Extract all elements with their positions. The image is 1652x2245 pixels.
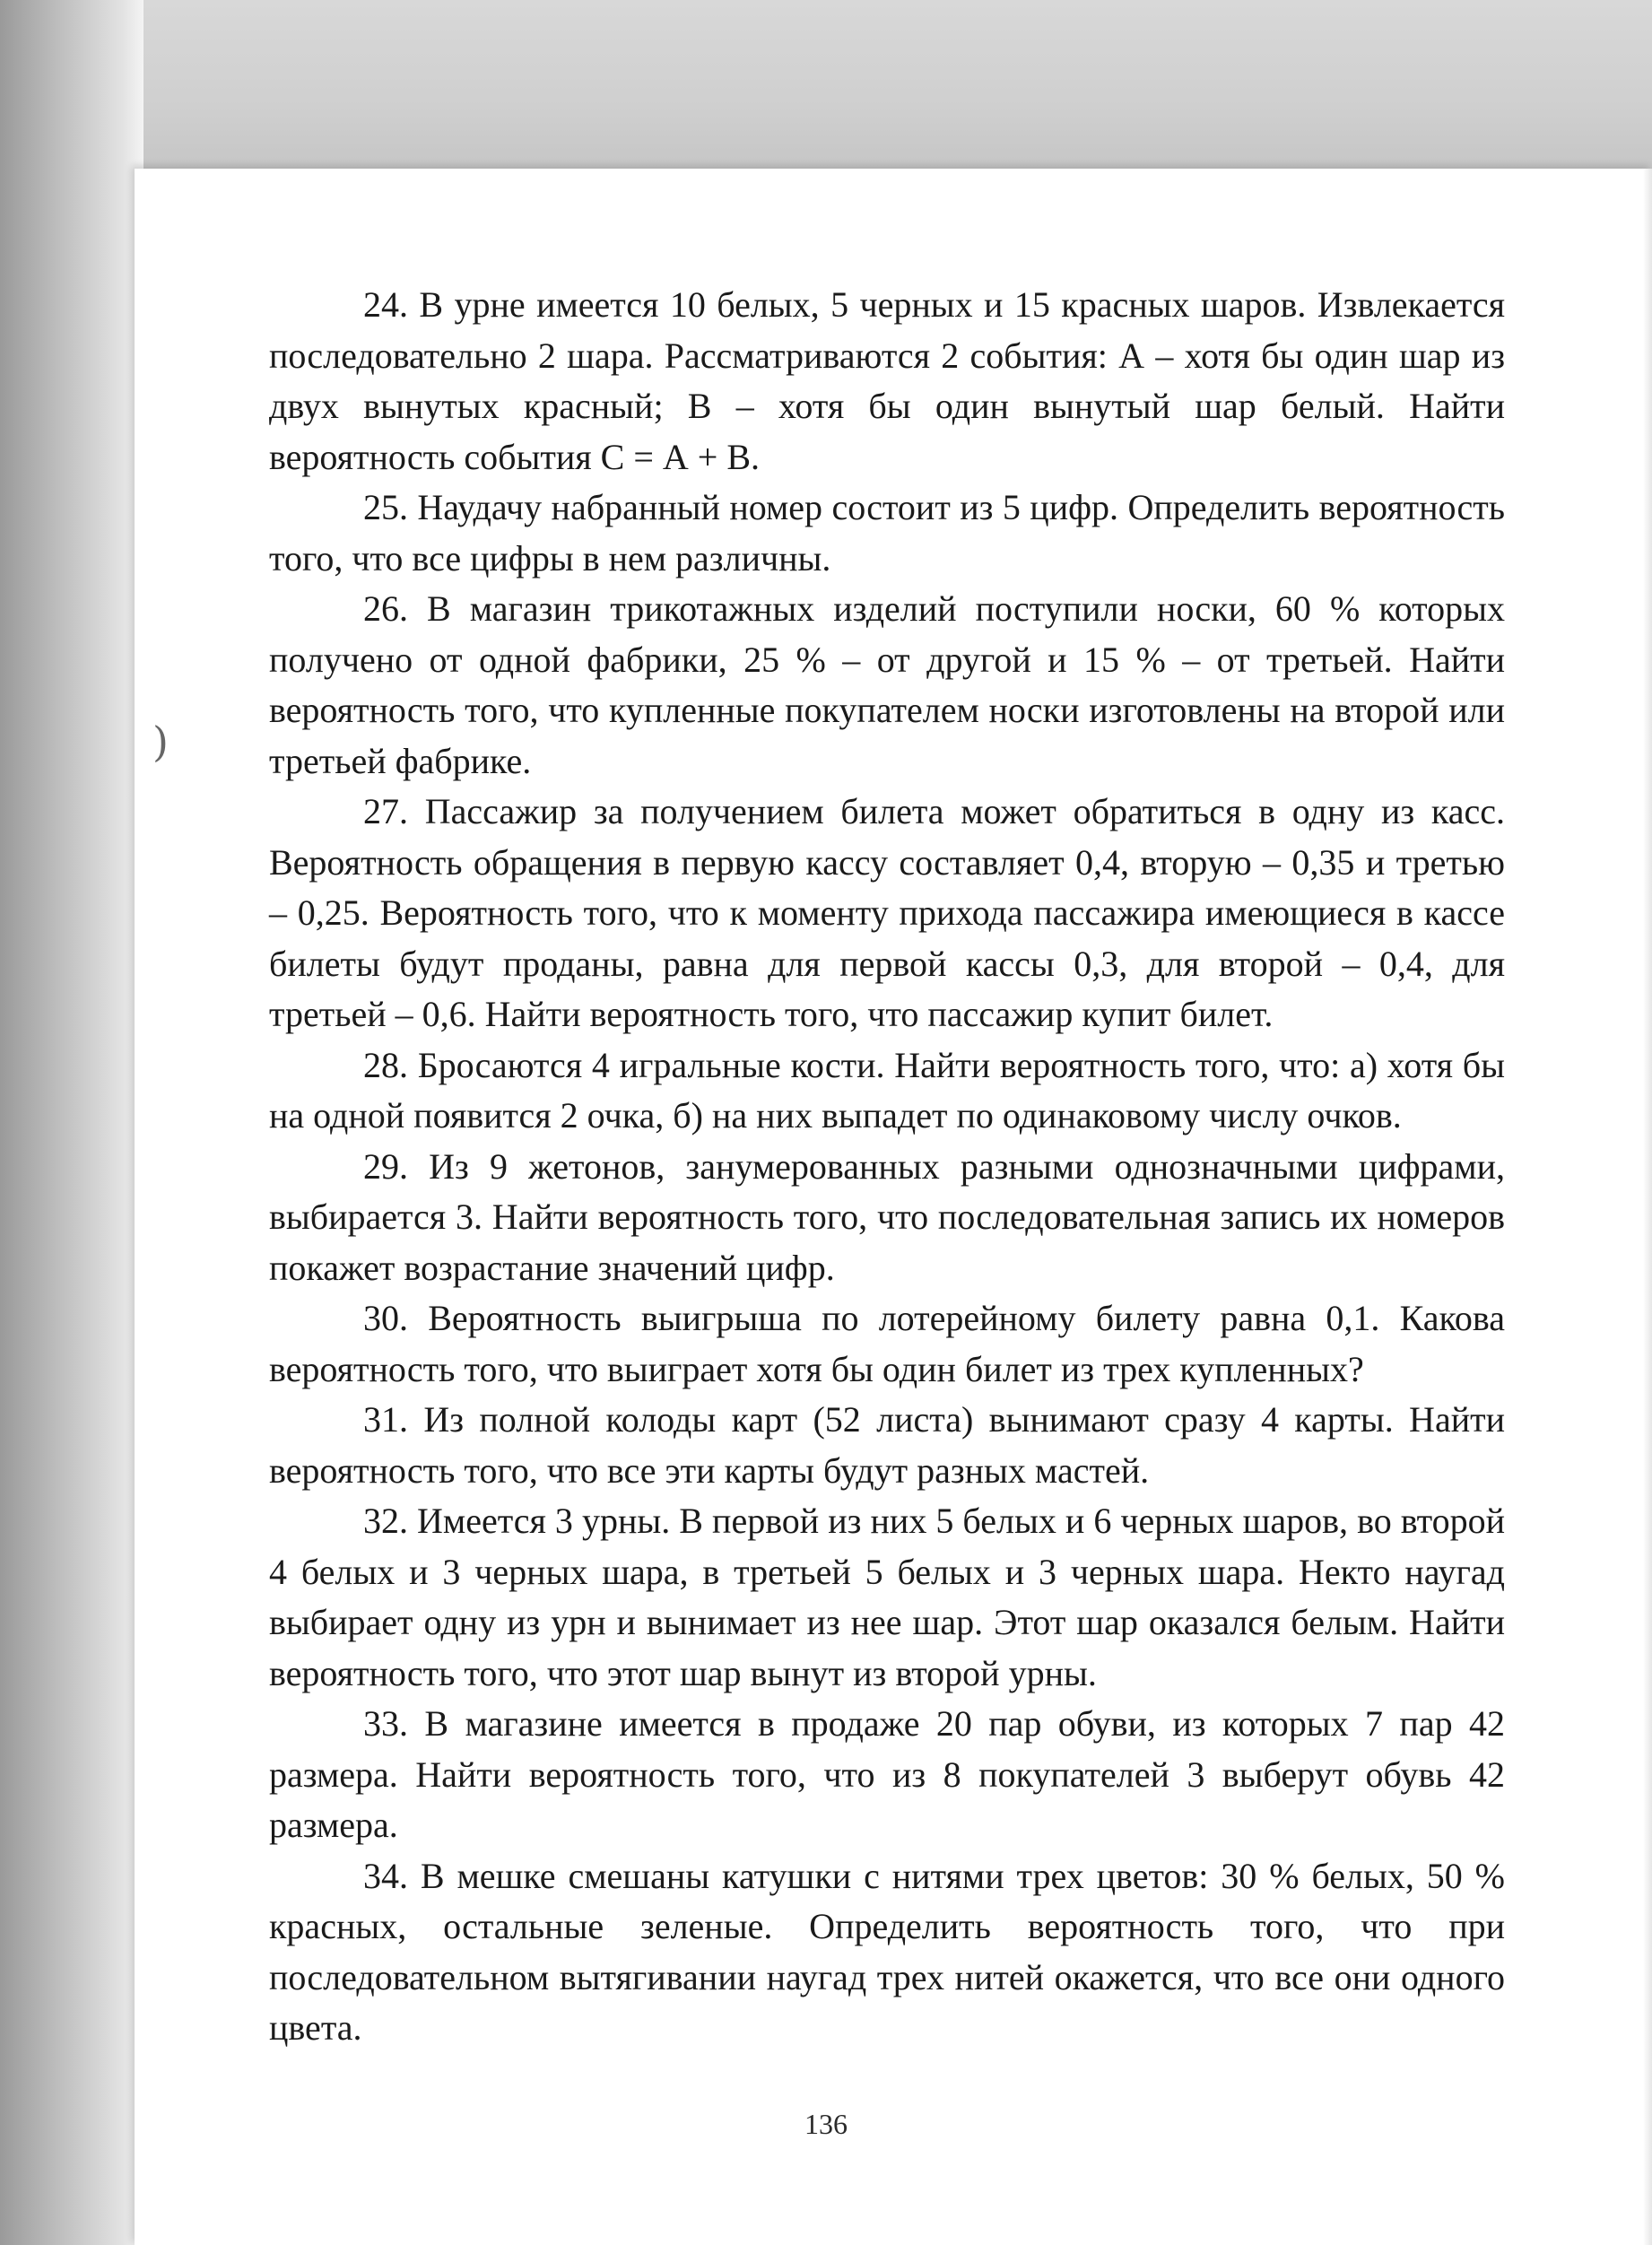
- problem-31: 31. Из полной колоды карт (52 листа) вынимают сразу 4 карты. Найти вероятность того, что все эти карты будут разных мастей.: [269, 1399, 1505, 1491]
- problem-24: 24. В урне имеется 10 белых, 5 черных и 15 красных шаров. Извлекается последовательно 2 шара. Рассматриваются 2 события: А – хотя бы один шар из двух вынутых красный; В – хотя бы один вынутый шар белый. Найти вероятность события С = А + В.: [269, 284, 1505, 477]
- scanner-top-border: [0, 0, 1652, 179]
- margin-mark: ): [152, 718, 169, 766]
- page-number: 136: [804, 2108, 848, 2140]
- problem-list: [269, 280, 1505, 2054]
- problem-32: 32. Имеется 3 урны. В первой из них 5 белых и 6 черных шаров, во второй 4 белых и 3 черных шара, в третьей 5 белых и 3 черных шара. Некто наугад выбирает одну из урн и вынимает из нее шар. Этот шар оказался белым. Найти вероятность того, что этот шар вынут из второй урны.: [269, 1501, 1505, 1693]
- problem-34: 34. В мешке смешаны катушки с нитями трех цветов: 30 % белых, 50 % красных, остальные зеленые. Определить вероятность того, что при последовательном вытягивании наугад трех нитей окажется, что все они одного цвета.: [269, 1855, 1505, 2048]
- scanner-binding-shadow: [0, 0, 143, 2245]
- problem-28: 28. Бросаются 4 игральные кости. Найти вероятность того, что: а) хотя бы на одной появится 2 очка, б) на них выпадет по одинаковому числу очков.: [269, 1044, 1505, 1136]
- problem-27: 27. Пассажир за получением билета может обратиться в одну из касс. Вероятность обращения в первую кассу составляет 0,4, вторую – 0,35 и третью – 0,25. Вероятность того, что к моменту прихода пассажира имеющиеся в кассе билеты будут проданы, равна для первой кассы 0,3, для второй – 0,4, для третьей – 0,6. Найти вероятность того, что пассажир купит билет.: [269, 791, 1505, 1034]
- problem-26: 26. В магазин трикотажных изделий поступили носки, 60 % которых получено от одной фабрики, 25 % – от другой и 15 % – от третьей. Найти вероятность того, что купленные покупателем носки изготовлены на второй или третьей фабрике.: [269, 588, 1505, 781]
- problem-33: 33. В магазине имеется в продаже 20 пар обуви, из которых 7 пар 42 размера. Найти вероятность того, что из 8 покупателей 3 выберут обувь 42 размера.: [269, 1703, 1505, 1845]
- paper-right-edge: [1643, 169, 1652, 2245]
- problem-30: 30. Вероятность выигрыша по лотерейному билету равна 0,1. Какова вероятность того, что выиграет хотя бы один билет из трех купленных?: [269, 1298, 1505, 1389]
- problem-29: 29. Из 9 жетонов, занумерованных разными однозначными цифрами, выбирается 3. Найти вероятность того, что последовательная запись их номеров покажет возрастание значений цифр.: [269, 1145, 1505, 1288]
- problem-25: 25. Наудачу набранный номер состоит из 5 цифр. Определить вероятность того, что все цифры в нем различны.: [269, 487, 1505, 579]
